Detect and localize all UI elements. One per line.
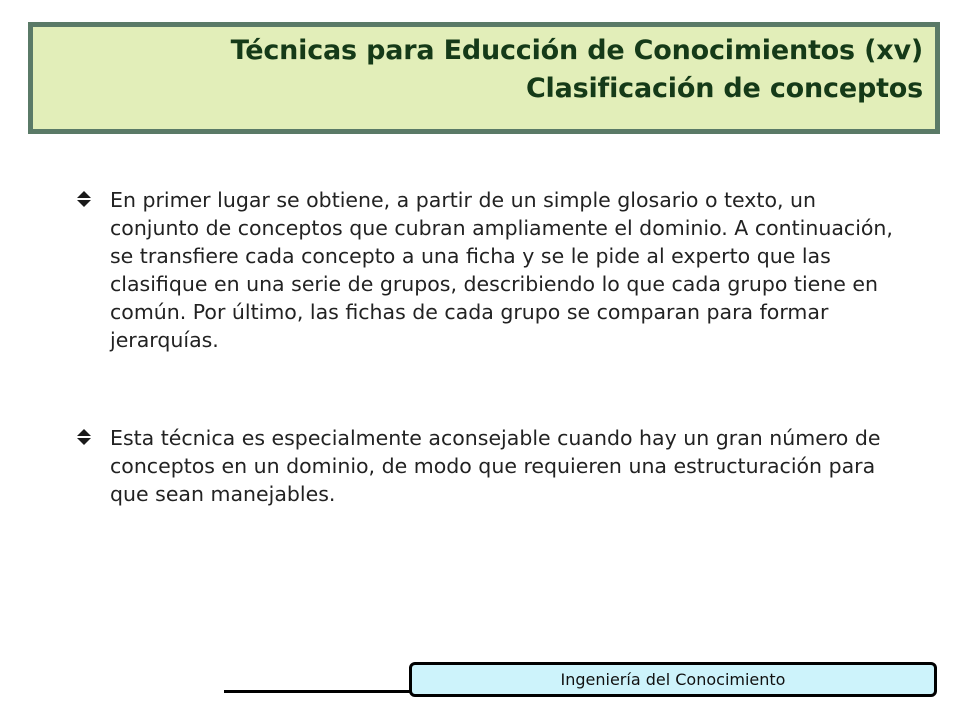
slide-title: Técnicas para Educción de Conocimientos (xv) [230, 35, 923, 66]
bullet-text: Esta técnica es especialmente aconsejable cuando hay un gran número de conceptos en un dominio, de modo que requieren una estructuración para que sean manejables. [110, 426, 881, 506]
bullet-item [76, 186, 896, 354]
bullet-item [76, 424, 896, 508]
footer-label: Ingeniería del Conocimiento [409, 662, 937, 697]
double-triangle-bullet-icon [76, 190, 92, 208]
bullet-text: En primer lugar se obtiene, a partir de un simple glosario o texto, un conjunto de conceptos que cubran ampliamente el dominio. A continuación, se transfiere cada concepto a una ficha y se le pide al experto que las clasifique en una serie de grupos, describiendo lo que cada grupo tiene en común. Por último, las fichas de cada grupo se comparan para formar jerarquías. [110, 188, 893, 352]
footer-divider [224, 690, 414, 693]
double-triangle-bullet-icon [76, 428, 92, 446]
slide-title-box [28, 22, 940, 134]
slide-subtitle: Clasificación de conceptos [525, 73, 923, 104]
